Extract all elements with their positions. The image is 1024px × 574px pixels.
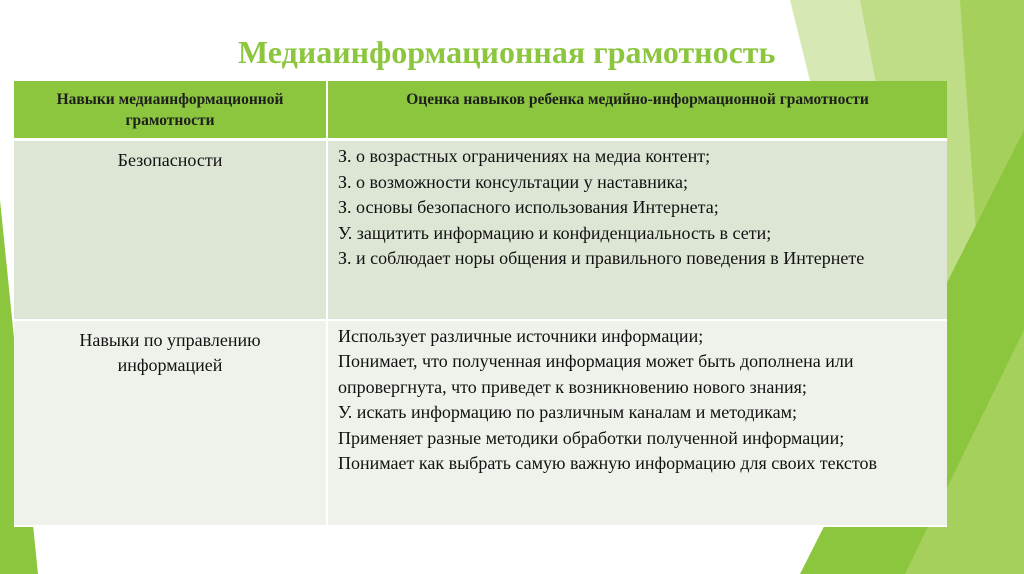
assessment-item: Понимает, что полученная информация может быть дополнена или опровергнута, что приведет к возникновению нового знания; xyxy=(338,351,854,397)
assessment-item: У. искать информацию по различным каналам и методикам; xyxy=(338,402,798,423)
assessment-cell xyxy=(327,320,947,526)
column-header-skills: Навыки медиаинформационной грамотности xyxy=(14,81,327,140)
assessment-item: Понимает как выбрать самую важную информацию для своих текстов xyxy=(338,453,878,474)
assessment-item: З. и соблюдает норы общения и правильного поведения в Интернете xyxy=(338,248,865,269)
skills-table xyxy=(14,81,947,527)
category-cell: Безопасности xyxy=(14,140,327,320)
assessment-item: З. основы безопасного использования Интернета; xyxy=(338,197,719,218)
table-row xyxy=(14,140,947,320)
assessment-cell xyxy=(327,140,947,320)
column-header-assessment: Оценка навыков ребенка медийно-информационной грамотности xyxy=(327,81,947,140)
table-header-row xyxy=(14,81,947,140)
assessment-item: Использует различные источники информации; xyxy=(338,325,704,346)
assessment-item: У. защитить информацию и конфиденциальность в сети; xyxy=(338,222,772,243)
assessment-item: З. о возрастных ограничениях на медиа контент; xyxy=(338,146,711,166)
assessment-item: З. о возможности консультации у наставника; xyxy=(338,171,689,192)
table-row xyxy=(14,320,947,526)
assessment-item: Применяет разные методики обработки полученной информации; xyxy=(338,427,845,448)
slide-title: Медиаинформационная грамотность xyxy=(238,34,776,70)
category-cell: Навыки по управлению информацией xyxy=(14,320,327,526)
